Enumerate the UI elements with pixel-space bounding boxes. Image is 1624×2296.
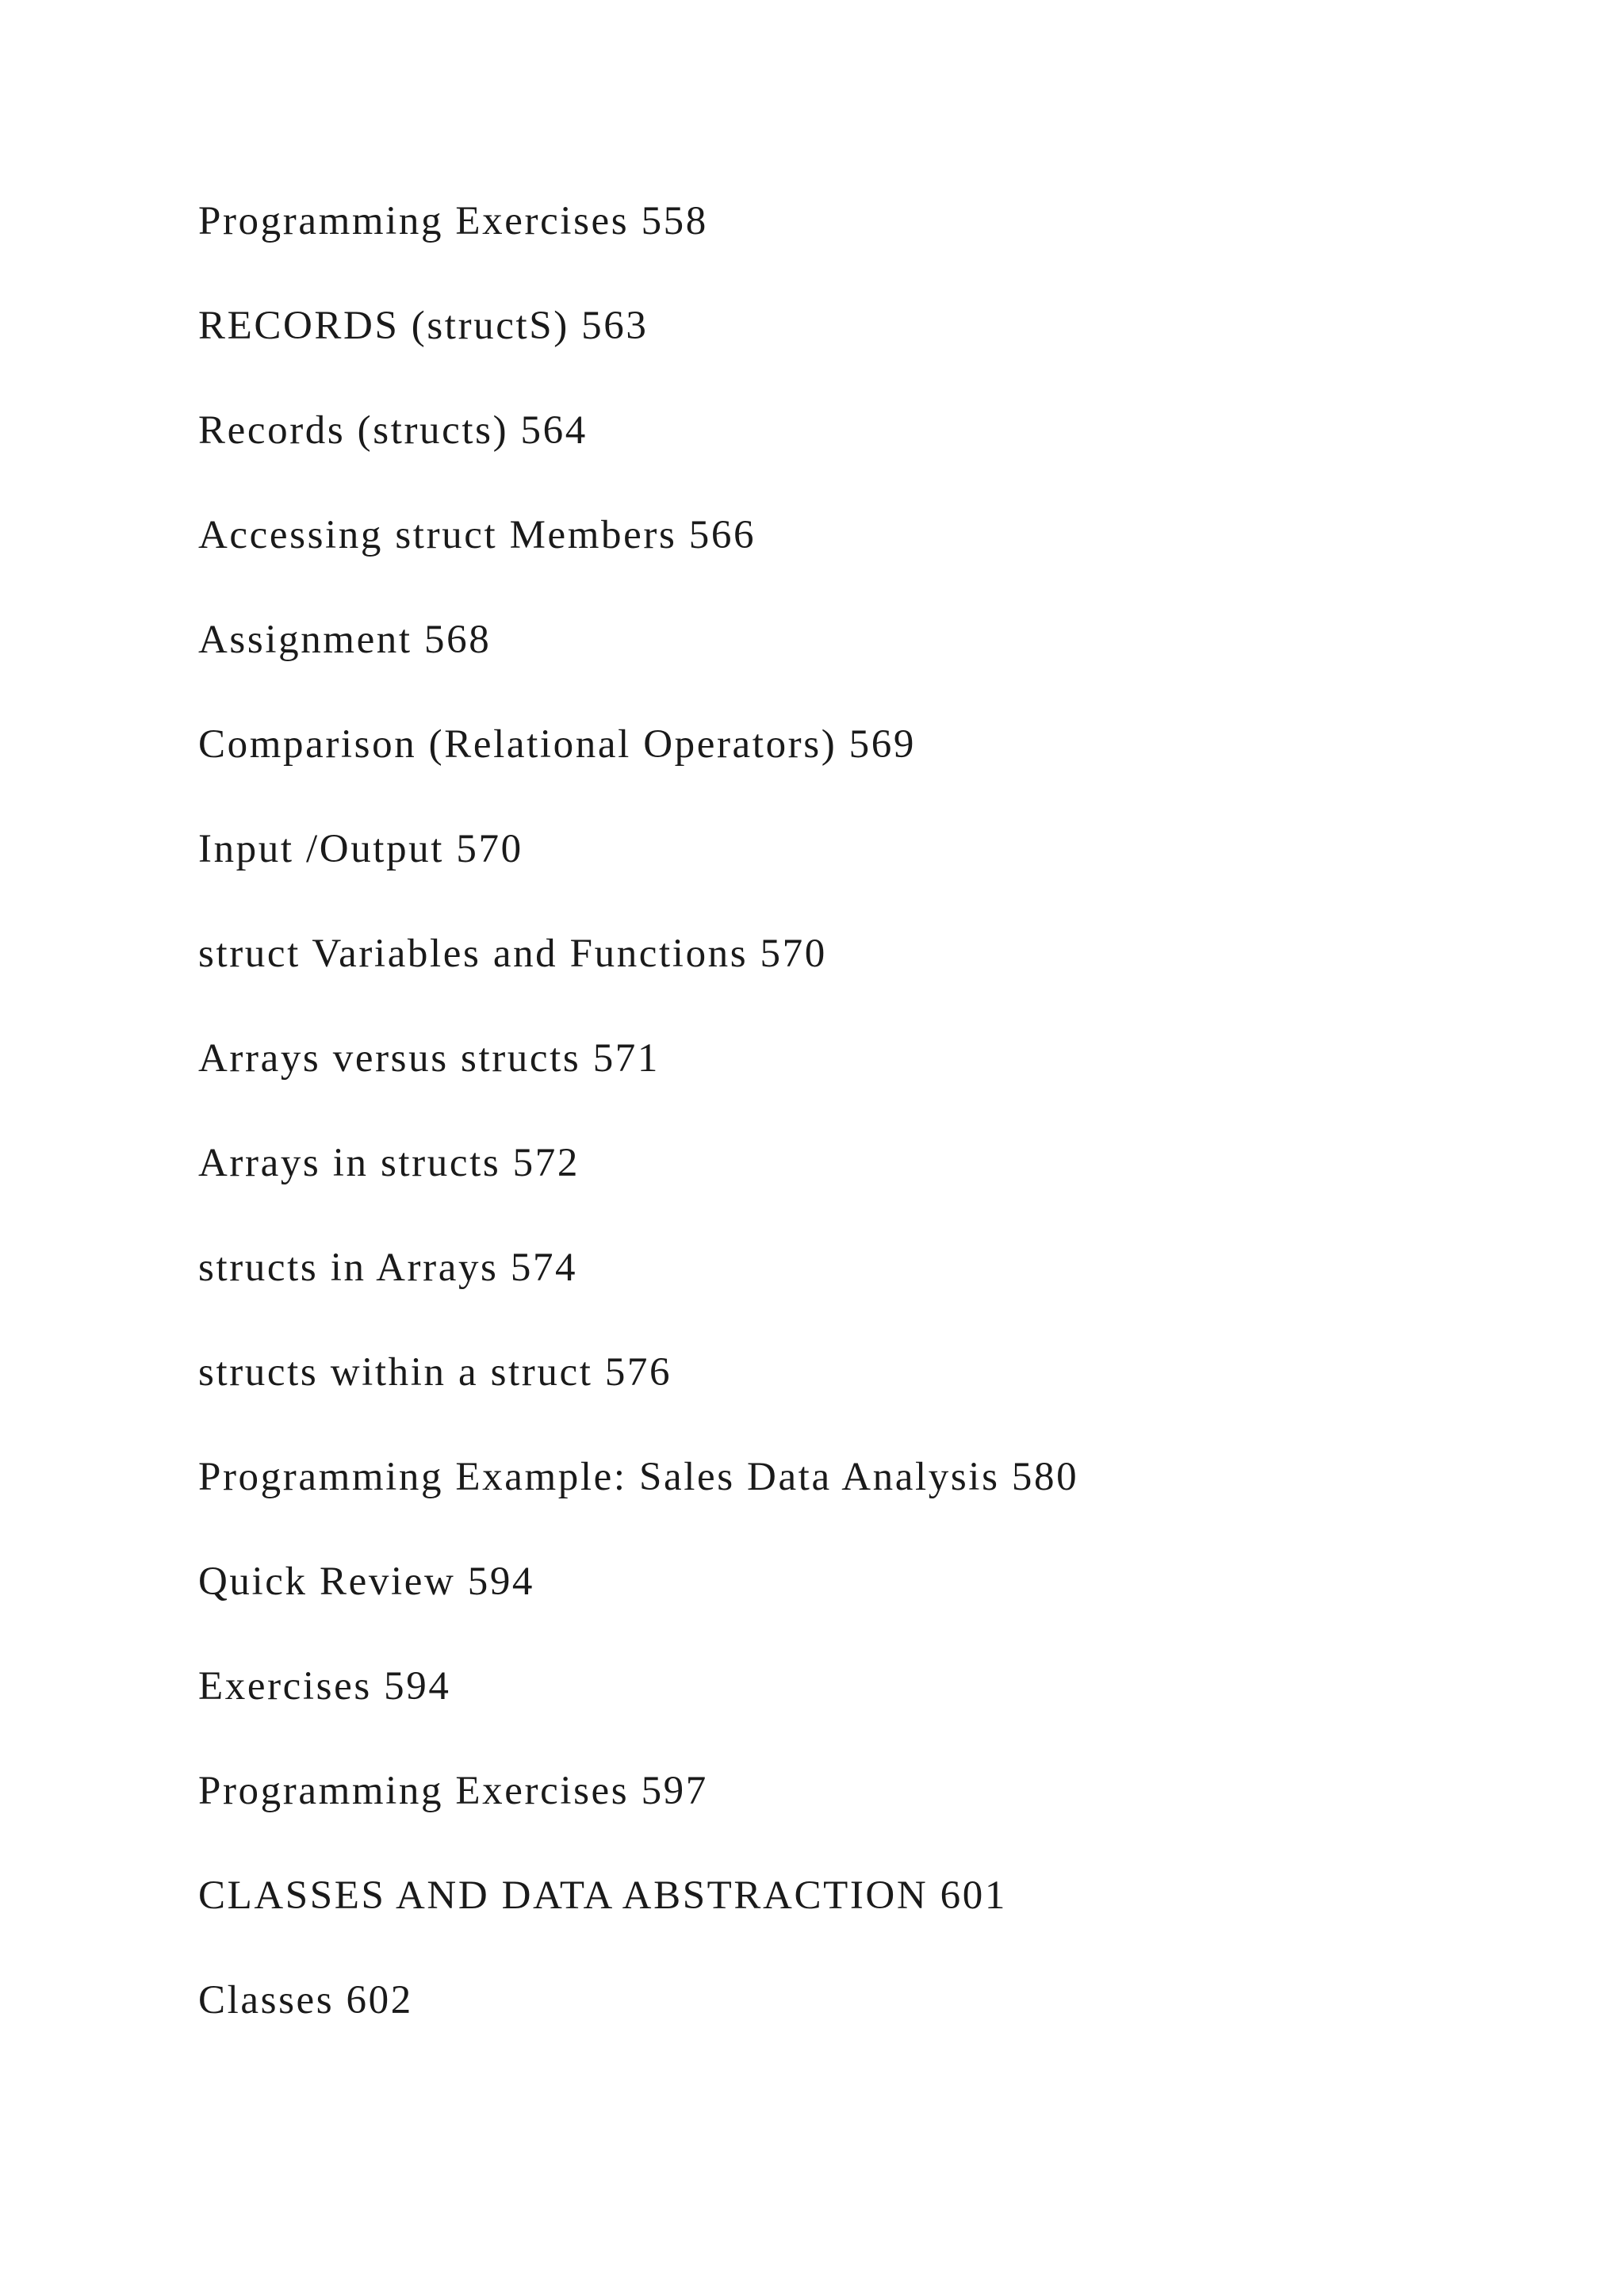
toc-entry: Arrays versus structs 571: [198, 1036, 660, 1081]
toc-entry: structs in Arrays 574: [198, 1246, 578, 1290]
toc-entry: CLASSES AND DATA ABSTRACTION 601: [198, 1873, 1007, 1918]
toc-entry: Records (structs) 564: [198, 408, 588, 453]
toc-entry: Arrays in structs 572: [198, 1141, 580, 1185]
toc-entry: Classes 602: [198, 1978, 413, 2022]
toc-entry: Programming Exercises 597: [198, 1769, 708, 1813]
toc-entry: Input /Output 570: [198, 827, 523, 871]
toc-entry: struct Variables and Functions 570: [198, 932, 827, 976]
table-of-contents: [198, 189, 1546, 2072]
toc-entry: Programming Exercises 558: [198, 199, 708, 243]
toc-entry: Assignment 568: [198, 618, 492, 662]
toc-entry: Accessing struct Members 566: [198, 513, 756, 557]
toc-entry: Comparison (Relational Operators) 569: [198, 722, 916, 767]
toc-entry: Programming Example: Sales Data Analysis 580: [198, 1455, 1079, 1499]
toc-entry: Exercises 594: [198, 1664, 451, 1709]
toc-entry: structs within a struct 576: [198, 1350, 672, 1395]
toc-entry: Quick Review 594: [198, 1559, 535, 1604]
toc-entry: RECORDS (structS) 563: [198, 304, 649, 348]
